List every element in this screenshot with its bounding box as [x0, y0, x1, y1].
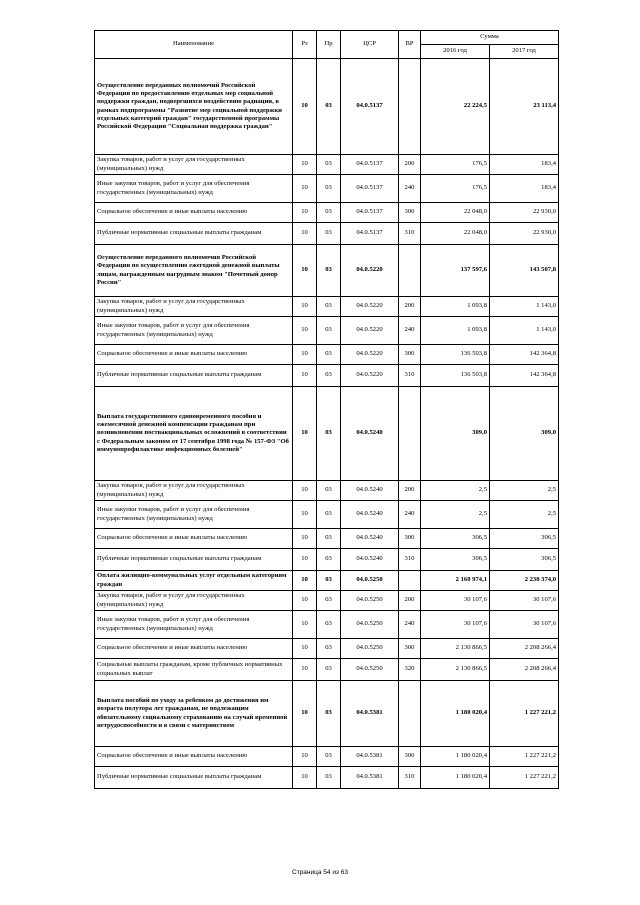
row-sum-2017: 2 238 374,0 [490, 571, 559, 591]
row-sum-2016: 2,5 [421, 501, 490, 529]
row-rz: 10 [293, 501, 317, 529]
row-csr: 04.0.5250 [341, 659, 399, 681]
row-sum-2016: 137 597,6 [421, 245, 490, 297]
row-rz: 10 [293, 481, 317, 501]
row-csr: 04.0.5240 [341, 481, 399, 501]
row-sum-2017: 183,4 [490, 175, 559, 203]
row-vr: 200 [399, 297, 421, 317]
table-row [95, 549, 559, 571]
row-vr: 310 [399, 223, 421, 245]
row-vr [399, 681, 421, 747]
row-pr: 03 [317, 387, 341, 481]
row-sum-2017: 142 364,8 [490, 365, 559, 387]
row-vr: 300 [399, 345, 421, 365]
row-name: Социальное обеспечение и иные выплаты населению [95, 345, 293, 365]
row-sum-2016: 136 503,8 [421, 345, 490, 365]
row-vr: 200 [399, 155, 421, 175]
row-pr: 03 [317, 59, 341, 155]
row-sum-2016: 2 130 866,5 [421, 639, 490, 659]
table-row [95, 245, 559, 297]
row-pr: 03 [317, 245, 341, 297]
row-sum-2017: 183,4 [490, 155, 559, 175]
row-csr: 04.0.5220 [341, 317, 399, 345]
row-csr: 04.0.5137 [341, 223, 399, 245]
row-pr: 03 [317, 155, 341, 175]
row-rz: 10 [293, 611, 317, 639]
row-vr: 300 [399, 747, 421, 767]
row-sum-2017: 30 107,6 [490, 611, 559, 639]
row-sum-2016: 2,5 [421, 481, 490, 501]
row-pr: 03 [317, 659, 341, 681]
row-pr: 03 [317, 681, 341, 747]
row-pr: 03 [317, 365, 341, 387]
row-pr: 03 [317, 639, 341, 659]
table-row [95, 501, 559, 529]
row-sum-2016: 309,0 [421, 387, 490, 481]
row-csr: 04.0.5240 [341, 529, 399, 549]
row-name: Иные закупки товаров, работ и услуг для обеспечения государственных (муниципальных) нужд [95, 175, 293, 203]
row-name: Иные закупки товаров, работ и услуг для обеспечения государственных (муниципальных) нужд [95, 611, 293, 639]
row-name: Публичные нормативные социальные выплаты гражданам [95, 223, 293, 245]
row-sum-2016: 22 048,0 [421, 203, 490, 223]
row-vr: 240 [399, 175, 421, 203]
row-pr: 03 [317, 767, 341, 789]
row-sum-2017: 1 227 221,2 [490, 767, 559, 789]
row-csr: 04.0.5137 [341, 155, 399, 175]
row-sum-2017: 30 107,6 [490, 591, 559, 611]
row-csr: 04.0.5220 [341, 345, 399, 365]
header-sum: Сумма [421, 31, 559, 45]
row-sum-2017: 2,5 [490, 501, 559, 529]
header-2016: 2016 год [421, 45, 490, 59]
row-sum-2017: 2,5 [490, 481, 559, 501]
row-vr: 300 [399, 203, 421, 223]
row-pr: 03 [317, 317, 341, 345]
row-sum-2017: 1 227 221,2 [490, 681, 559, 747]
row-pr: 03 [317, 175, 341, 203]
row-csr: 04.0.5220 [341, 365, 399, 387]
row-sum-2016: 2 160 974,1 [421, 571, 490, 591]
row-vr: 240 [399, 317, 421, 345]
row-rz: 10 [293, 365, 317, 387]
table-row [95, 767, 559, 789]
row-csr: 04.0.5137 [341, 59, 399, 155]
budget-table [94, 30, 559, 789]
row-pr: 03 [317, 747, 341, 767]
row-csr: 04.0.5250 [341, 639, 399, 659]
row-name: Социальное обеспечение и иные выплаты населению [95, 639, 293, 659]
row-csr: 04.0.5250 [341, 571, 399, 591]
row-csr: 04.0.5240 [341, 387, 399, 481]
row-vr [399, 571, 421, 591]
row-name: Оплата жилищно-коммунальных услуг отдельным категориям граждан [95, 571, 293, 591]
table-row [95, 611, 559, 639]
row-vr [399, 59, 421, 155]
row-vr: 320 [399, 659, 421, 681]
row-name: Закупка товаров, работ и услуг для государственных (муниципальных) нужд [95, 155, 293, 175]
row-sum-2016: 306,5 [421, 549, 490, 571]
row-csr: 04.0.5381 [341, 747, 399, 767]
row-name: Выплата государственного единовременного пособия и ежемесячной денежной компенсации гражданам при возникновении поствакцинальных осложнений в соответствии с Федеральным законом от 17 сентября 1998 года № 157-ФЗ "Об иммунопрофилактике инфекционных болезней" [95, 387, 293, 481]
row-csr: 04.0.5137 [341, 175, 399, 203]
row-csr: 04.0.5381 [341, 767, 399, 789]
row-sum-2017: 2 208 266,4 [490, 639, 559, 659]
header-2017: 2017 год [490, 45, 559, 59]
table-row [95, 203, 559, 223]
row-sum-2016: 176,5 [421, 155, 490, 175]
row-sum-2017: 309,0 [490, 387, 559, 481]
row-sum-2017: 1 227 221,2 [490, 747, 559, 767]
row-rz: 10 [293, 317, 317, 345]
table-row [95, 571, 559, 591]
row-sum-2016: 30 107,6 [421, 611, 490, 639]
row-csr: 04.0.5240 [341, 549, 399, 571]
table-row [95, 591, 559, 611]
row-pr: 03 [317, 481, 341, 501]
row-pr: 03 [317, 571, 341, 591]
row-vr: 240 [399, 611, 421, 639]
table-row [95, 345, 559, 365]
row-name: Публичные нормативные социальные выплаты гражданам [95, 767, 293, 789]
row-sum-2016: 136 503,8 [421, 365, 490, 387]
row-rz: 10 [293, 155, 317, 175]
row-sum-2017: 306,5 [490, 529, 559, 549]
row-rz: 10 [293, 681, 317, 747]
row-csr: 04.0.5240 [341, 501, 399, 529]
row-rz: 10 [293, 767, 317, 789]
row-name: Иные закупки товаров, работ и услуг для обеспечения государственных (муниципальных) нужд [95, 317, 293, 345]
row-name: Социальное обеспечение и иные выплаты населению [95, 529, 293, 549]
row-vr: 310 [399, 767, 421, 789]
table-row [95, 747, 559, 767]
row-name: Публичные нормативные социальные выплаты гражданам [95, 365, 293, 387]
row-rz: 10 [293, 223, 317, 245]
row-vr: 310 [399, 365, 421, 387]
row-sum-2016: 306,5 [421, 529, 490, 549]
page-footer: Страница 54 из 63 [292, 869, 348, 876]
row-rz: 10 [293, 245, 317, 297]
row-name: Закупка товаров, работ и услуг для государственных (муниципальных) нужд [95, 591, 293, 611]
row-rz: 10 [293, 591, 317, 611]
row-pr: 03 [317, 591, 341, 611]
row-sum-2017: 1 143,0 [490, 297, 559, 317]
row-sum-2017: 22 930,0 [490, 203, 559, 223]
budget-table-page [94, 30, 558, 789]
table-row [95, 155, 559, 175]
row-sum-2016: 2 130 866,5 [421, 659, 490, 681]
row-sum-2017: 143 507,8 [490, 245, 559, 297]
row-vr [399, 245, 421, 297]
row-vr: 200 [399, 591, 421, 611]
header-name: Наименование [95, 31, 293, 59]
row-name: Выплата пособий по уходу за ребенком до достижения им возраста полутора лет гражданам, не подлежащим обязательному социальному страхованию на случай временной нетрудоспособности и в связи с материнством [95, 681, 293, 747]
row-name: Закупка товаров, работ и услуг для государственных (муниципальных) нужд [95, 297, 293, 317]
row-vr: 200 [399, 481, 421, 501]
table-row [95, 659, 559, 681]
row-name: Публичные нормативные социальные выплаты гражданам [95, 549, 293, 571]
row-rz: 10 [293, 659, 317, 681]
row-pr: 03 [317, 223, 341, 245]
row-name: Закупка товаров, работ и услуг для государственных (муниципальных) нужд [95, 481, 293, 501]
row-sum-2016: 30 107,6 [421, 591, 490, 611]
row-sum-2017: 22 930,0 [490, 223, 559, 245]
row-csr: 04.0.5220 [341, 297, 399, 317]
row-sum-2016: 1 093,8 [421, 297, 490, 317]
row-rz: 10 [293, 549, 317, 571]
row-rz: 10 [293, 639, 317, 659]
row-pr: 03 [317, 529, 341, 549]
row-csr: 04.0.5381 [341, 681, 399, 747]
table-row [95, 481, 559, 501]
row-name: Социальное обеспечение и иные выплаты населению [95, 747, 293, 767]
row-rz: 10 [293, 59, 317, 155]
header-pr: Пр [317, 31, 341, 59]
row-vr: 300 [399, 529, 421, 549]
table-row [95, 529, 559, 549]
table-row [95, 175, 559, 203]
row-rz: 10 [293, 747, 317, 767]
row-vr: 300 [399, 639, 421, 659]
table-row [95, 387, 559, 481]
row-rz: 10 [293, 175, 317, 203]
table-row [95, 223, 559, 245]
row-csr: 04.0.5250 [341, 611, 399, 639]
row-name: Осуществление переданных полномочий Российской Федерации по предоставлению отдельных мер социальной поддержки граждан, подвергшихся воздействию радиации, в рамках подпрограммы "Развитие мер социальной поддержки отдельных категорий граждан" государственной программы Российской Федерации "Социальная поддержка граждан" [95, 59, 293, 155]
row-pr: 03 [317, 611, 341, 639]
row-sum-2017: 2 208 266,4 [490, 659, 559, 681]
row-name: Осуществление переданного полномочия Российской Федерации по осуществлению ежегодной денежной выплаты лицам, награжденным нагрудным знаком "Почетный донор России" [95, 245, 293, 297]
row-rz: 10 [293, 297, 317, 317]
row-sum-2016: 22 048,0 [421, 223, 490, 245]
table-body [95, 59, 559, 789]
row-csr: 04.0.5137 [341, 203, 399, 223]
row-sum-2016: 1 180 020,4 [421, 767, 490, 789]
row-rz: 10 [293, 387, 317, 481]
row-pr: 03 [317, 549, 341, 571]
row-sum-2016: 22 224,5 [421, 59, 490, 155]
header-vr: ВР [399, 31, 421, 59]
row-name: Социальные выплаты гражданам, кроме публичных нормативных социальных выплат [95, 659, 293, 681]
row-sum-2016: 1 180 020,4 [421, 747, 490, 767]
header-csr: ЦСР [341, 31, 399, 59]
table-row [95, 297, 559, 317]
row-vr: 240 [399, 501, 421, 529]
row-sum-2016: 1 180 020,4 [421, 681, 490, 747]
row-rz: 10 [293, 529, 317, 549]
row-name: Иные закупки товаров, работ и услуг для обеспечения государственных (муниципальных) нужд [95, 501, 293, 529]
row-csr: 04.0.5250 [341, 591, 399, 611]
row-pr: 03 [317, 203, 341, 223]
row-csr: 04.0.5220 [341, 245, 399, 297]
header-rz: Рз [293, 31, 317, 59]
table-row [95, 365, 559, 387]
row-sum-2017: 23 113,4 [490, 59, 559, 155]
row-vr [399, 387, 421, 481]
row-rz: 10 [293, 203, 317, 223]
table-row [95, 317, 559, 345]
row-rz: 10 [293, 571, 317, 591]
row-sum-2017: 1 143,0 [490, 317, 559, 345]
row-rz: 10 [293, 345, 317, 365]
row-sum-2016: 1 093,8 [421, 317, 490, 345]
row-pr: 03 [317, 501, 341, 529]
row-sum-2017: 306,5 [490, 549, 559, 571]
table-row [95, 681, 559, 747]
row-pr: 03 [317, 297, 341, 317]
table-row [95, 639, 559, 659]
table-row [95, 59, 559, 155]
row-name: Социальное обеспечение и иные выплаты населению [95, 203, 293, 223]
row-pr: 03 [317, 345, 341, 365]
row-sum-2016: 176,5 [421, 175, 490, 203]
row-sum-2017: 142 364,8 [490, 345, 559, 365]
row-vr: 310 [399, 549, 421, 571]
